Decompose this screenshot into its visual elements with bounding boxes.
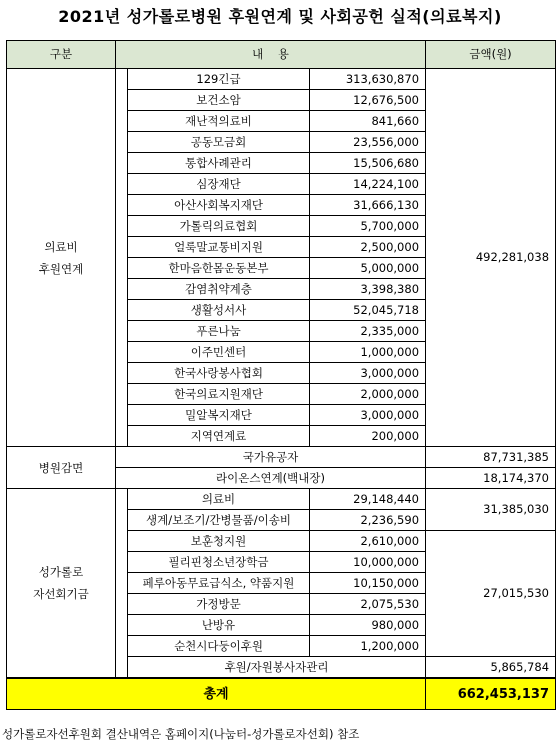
item-name: 국가유공자: [116, 447, 426, 468]
item-value: 3,398,380: [310, 279, 426, 300]
reduction-row: [7, 447, 556, 468]
item-value: 10,000,000: [310, 552, 426, 573]
item-amount: 5,865,784: [426, 657, 556, 679]
page-title: 2021년 성가롤로병원 후원연계 및 사회공헌 실적(의료복지): [58, 7, 502, 26]
item-name: 가톨릭의료협회: [128, 216, 310, 237]
item-value: 3,000,000: [310, 363, 426, 384]
group2-amount: 27,015,530: [426, 531, 556, 657]
item-value: 12,676,500: [310, 90, 426, 111]
header-category: 구분: [7, 41, 116, 69]
reduction-category: 병원감면: [7, 447, 116, 489]
performance-table: [6, 40, 556, 710]
total-row: [7, 678, 556, 710]
item-value: 200,000: [310, 426, 426, 447]
item-value: 2,000,000: [310, 384, 426, 405]
item-name: 통합사례관리: [128, 153, 310, 174]
item-value: 2,236,590: [310, 510, 426, 531]
item-name: 보건소암: [128, 90, 310, 111]
item-value: 3,000,000: [310, 405, 426, 426]
item-amount: 87,731,385: [426, 447, 556, 468]
header-amount: 금액(원): [426, 41, 556, 69]
item-value: 15,506,680: [310, 153, 426, 174]
item-name: 심장재단: [128, 174, 310, 195]
item-name: 재난적의료비: [128, 111, 310, 132]
item-value: 14,224,100: [310, 174, 426, 195]
item-name: 페루아동무료급식소, 약품지원: [128, 573, 310, 594]
item-value: 2,610,000: [310, 531, 426, 552]
item-name: 필리핀청소년장학금: [128, 552, 310, 573]
item-name: 밀알복지재단: [128, 405, 310, 426]
item-name: 한국의료지원재단: [128, 384, 310, 405]
group1-amount: 31,385,030: [426, 489, 556, 531]
item-value: 1,000,000: [310, 342, 426, 363]
item-value: 980,000: [310, 615, 426, 636]
table-header-row: [7, 41, 556, 69]
item-value: 23,556,000: [310, 132, 426, 153]
foundation-row: [7, 489, 556, 510]
item-name: 가정방문: [128, 594, 310, 615]
indent-cell: [116, 657, 128, 679]
item-name: 생활성서사: [128, 300, 310, 321]
indent-cell: [116, 69, 128, 447]
item-name: 감염취약계층: [128, 279, 310, 300]
item-value: 52,045,718: [310, 300, 426, 321]
total-label: 총계: [7, 678, 426, 710]
item-name: 생계/보조기/간병물품/이송비: [128, 510, 310, 531]
item-value: 31,666,130: [310, 195, 426, 216]
item-name: 한마음한몸운동본부: [128, 258, 310, 279]
item-name: 후원/자원봉사자관리: [128, 657, 426, 679]
item-name: 푸른나눔: [128, 321, 310, 342]
item-name: 한국사랑봉사협회: [128, 363, 310, 384]
item-amount: 18,174,370: [426, 468, 556, 489]
item-value: 2,335,000: [310, 321, 426, 342]
item-value: 10,150,000: [310, 573, 426, 594]
footnote: 성가롤로자선후원회 결산내역은 홈페이지(나눔터-성가롤로자선회) 참조: [2, 727, 360, 741]
item-name: 이주민센터: [128, 342, 310, 363]
item-name: 라이온스연계(백내장): [116, 468, 426, 489]
item-value: 29,148,440: [310, 489, 426, 510]
item-name: 의료비: [128, 489, 310, 510]
foundation-category: 성가롤로 자선회기금: [7, 489, 116, 679]
item-value: 2,500,000: [310, 237, 426, 258]
item-value: 2,075,530: [310, 594, 426, 615]
item-value: 313,630,870: [310, 69, 426, 90]
medical-total: 492,281,038: [426, 69, 556, 447]
total-amount: 662,453,137: [426, 678, 556, 710]
indent-cell: [116, 489, 128, 657]
item-value: 841,660: [310, 111, 426, 132]
medical-row: [7, 69, 556, 90]
item-name: 난방유: [128, 615, 310, 636]
item-name: 보훈청지원: [128, 531, 310, 552]
header-content: 내 용: [116, 41, 426, 69]
table-body: [7, 69, 556, 679]
item-value: 5,700,000: [310, 216, 426, 237]
item-name: 순천시다둥이후원: [128, 636, 310, 657]
item-name: 129긴급: [128, 69, 310, 90]
item-name: 지역연계료: [128, 426, 310, 447]
item-value: 1,200,000: [310, 636, 426, 657]
item-value: 5,000,000: [310, 258, 426, 279]
item-name: 아산사회복지재단: [128, 195, 310, 216]
item-name: 공동모금회: [128, 132, 310, 153]
item-name: 얼룩말교통비지원: [128, 237, 310, 258]
medical-category: 의료비 후원연계: [7, 69, 116, 447]
